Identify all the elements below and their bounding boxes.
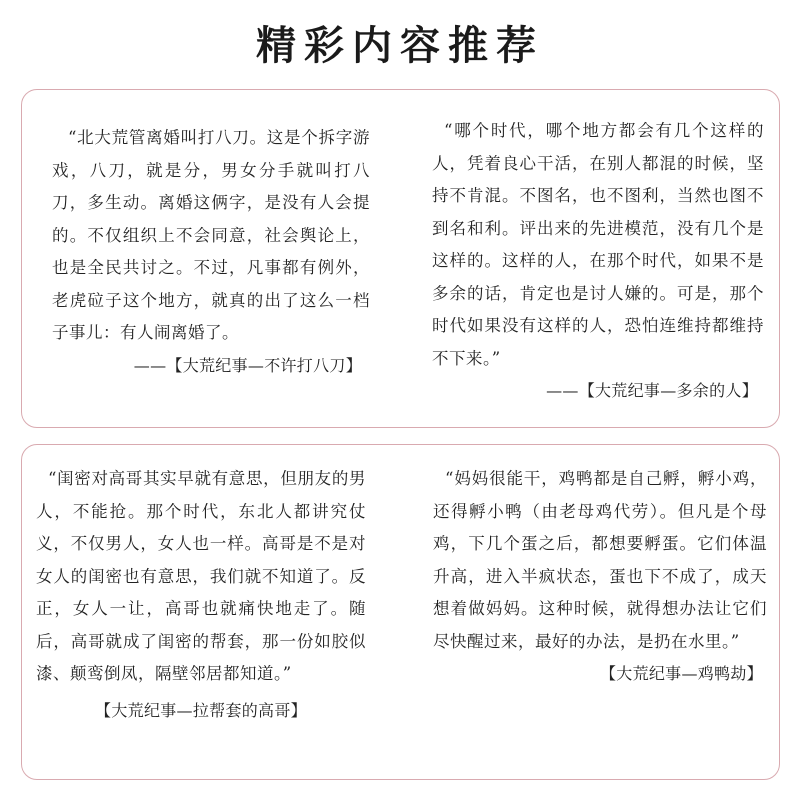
excerpt-chicken-duck — [433, 463, 767, 690]
excerpt-brother-gao — [36, 463, 366, 727]
excerpt-divorce — [52, 122, 370, 382]
page-title: 精彩内容推荐 — [256, 23, 544, 69]
excerpt-redundant-person — [432, 115, 764, 407]
excerpt-source: ——【大荒纪事—不许打八刀】 — [133, 355, 362, 375]
excerpt-text: “哪个时代，哪个地方都会有几个这样的人，凭着良心干活，在别人都混的时候，坚持不肯混。不图名，也不图利，当然也图不到名和利。评出来的先进模范，没有几个是这样的。这样的人，在那个时代，如果不是多余的话，肯定也是讨人嫌的。可是，那个时代如果没有这样的人，恐怕连维持都维持不下来。” — [432, 121, 764, 368]
excerpt-text: “北大荒管离婚叫打八刀。这是个拆字游戏，八刀，就是分，男女分手就叫打八刀，多生动。离婚这俩字，是没有人会提的。不仅组织上不会同意，社会舆论上，也是全民共讨之。不过，凡事都有例外，老虎砬子这个地方，就真的出了这么一档子事儿：有人闹离婚了。 — [52, 128, 370, 342]
excerpt-source: 【大荒纪事—鸡鸭劫】 — [599, 664, 763, 683]
excerpt-source: ——【大荒纪事—多余的人】 — [546, 381, 758, 400]
excerpt-source: 【大荒纪事—拉帮套的高哥】 — [95, 700, 307, 720]
excerpt-text: “妈妈很能干，鸡鸭都是自己孵，孵小鸡，还得孵小鸭（由老母鸡代劳）。但凡是个母鸡，下几个蛋之后，都想要孵蛋。它们体温升高，进入半疯状态，蛋也下不成了，成天想着做妈妈。这种时候，就得想办法让它们尽快醒过来，最好的办法，是扔在水里。” — [433, 469, 767, 651]
excerpt-text: “闺密对高哥其实早就有意思，但朋友的男人，不能抢。那个时代，东北人都讲究仗义，不仅男人，女人也一样。高哥是不是对女人的闺密也有意思，我们就不知道了。反正，女人一让，高哥也就痛快地走了。随后，高哥就成了闺密的帮套，那一份如胶似漆、颠鸾倒凤，隔壁邻居都知道。” — [36, 469, 366, 683]
